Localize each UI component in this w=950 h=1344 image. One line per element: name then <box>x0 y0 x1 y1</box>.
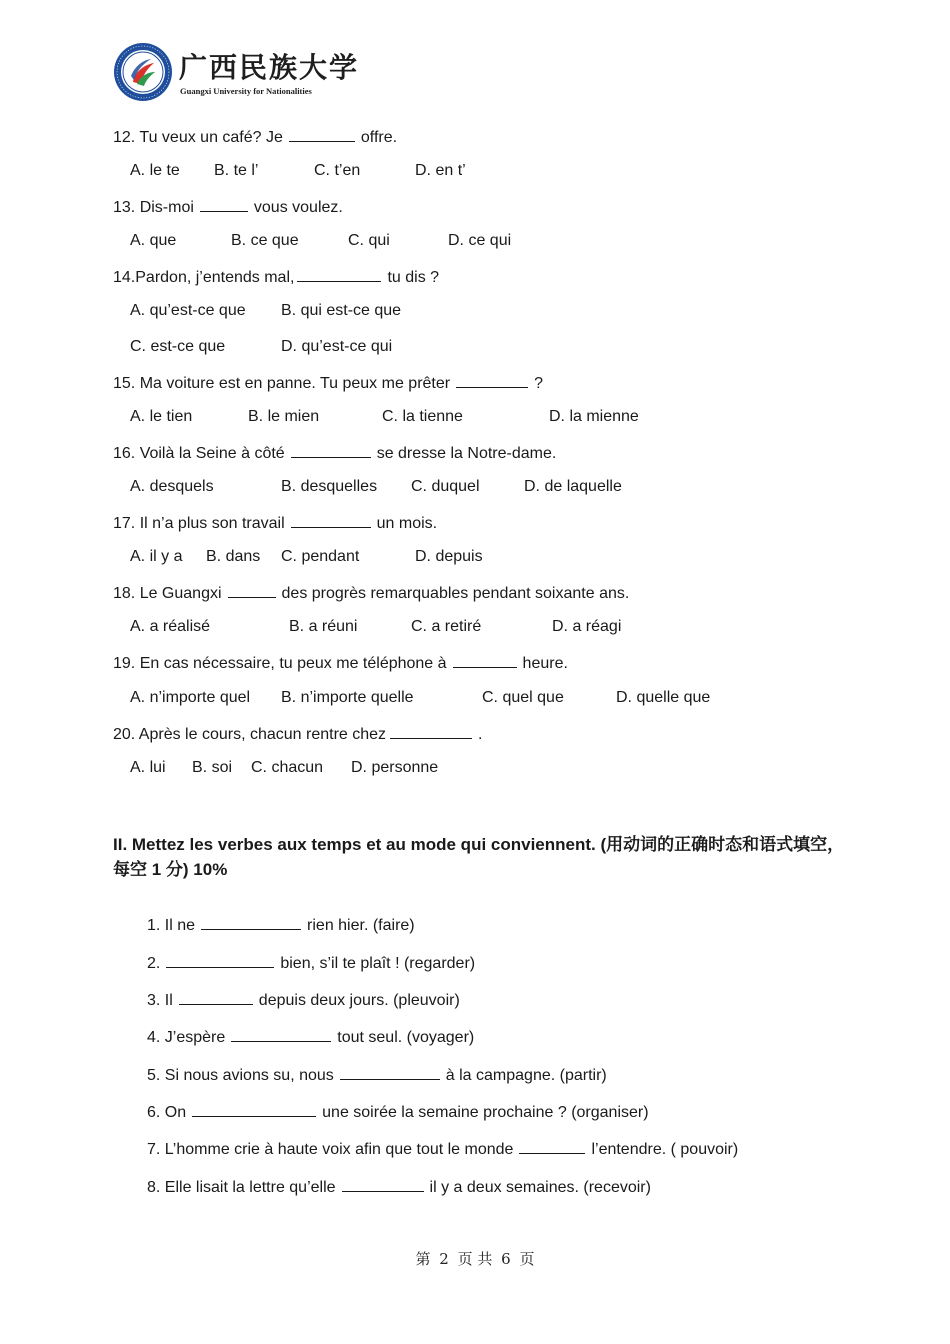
option-d[interactable]: D. a réagi <box>552 618 622 635</box>
question-16: 16. Voilà la Seine à côté se dresse la Notre-dame. <box>113 442 556 462</box>
option-b[interactable]: B. n’importe quelle <box>281 689 414 706</box>
question-15: 15. Ma voiture est en panne. Tu peux me prêter ? <box>113 372 543 392</box>
answer-blank[interactable] <box>192 1101 316 1117</box>
question-19: 19. En cas nécessaire, tu peux me téléphone à heure. <box>113 652 568 672</box>
answer-blank[interactable] <box>200 196 248 212</box>
option-b[interactable]: B. dans <box>206 548 261 565</box>
option-c[interactable]: C. chacun <box>251 759 324 776</box>
option-b[interactable]: B. ce que <box>231 232 299 249</box>
option-a[interactable]: A. a réalisé <box>130 618 211 635</box>
option-a[interactable]: A. qu’est-ce que <box>130 302 246 319</box>
option-a[interactable]: A. n’importe quel <box>130 689 251 706</box>
option-d[interactable]: D. la mienne <box>549 408 639 425</box>
option-b[interactable]: B. soi <box>192 759 233 776</box>
option-a[interactable]: A. il y a <box>130 548 183 565</box>
page-number: 2 <box>439 1250 449 1268</box>
option-c[interactable]: C. quel que <box>482 689 564 706</box>
question-13: 13. Dis-moi vous voulez. <box>113 196 343 216</box>
question-14: 14.Pardon, j’entends mal, tu dis ? <box>113 266 439 286</box>
option-b[interactable]: B. te l’ <box>214 162 259 179</box>
option-a[interactable]: A. le te <box>130 162 180 179</box>
page-footer: 第 2 页 共 6 页 <box>415 1250 535 1268</box>
option-a[interactable]: A. desquels <box>130 478 214 495</box>
option-c[interactable]: C. duquel <box>411 478 480 495</box>
option-a[interactable]: A. lui <box>130 759 166 776</box>
verb-item-7: 7. L’homme crie à haute voix afin que tout le monde l’entendre. ( pouvoir) <box>147 1138 738 1158</box>
answer-blank[interactable] <box>390 723 472 739</box>
answer-blank[interactable] <box>166 952 274 968</box>
option-c[interactable]: C. qui <box>348 232 390 249</box>
verb-item-4: 4. J’espère tout seul. (voyager) <box>147 1026 474 1046</box>
verb-item-3: 3. Il depuis deux jours. (pleuvoir) <box>147 989 460 1009</box>
verb-item-8: 8. Elle lisait la lettre qu’elle il y a deux semaines. (recevoir) <box>147 1176 651 1196</box>
option-d[interactable]: D. en t’ <box>415 162 466 179</box>
option-b[interactable]: B. qui est-ce que <box>281 302 402 319</box>
option-b[interactable]: B. le mien <box>248 408 320 425</box>
university-header <box>113 42 533 104</box>
answer-blank[interactable] <box>201 914 301 930</box>
option-b[interactable]: B. desquelles <box>281 478 378 495</box>
option-d[interactable]: D. de laquelle <box>524 478 622 495</box>
option-d[interactable]: D. personne <box>351 759 439 776</box>
answer-blank[interactable] <box>228 582 276 598</box>
verb-item-1: 1. Il ne rien hier. (faire) <box>147 914 415 934</box>
option-c[interactable]: C. la tienne <box>382 408 463 425</box>
option-c[interactable]: C. pendant <box>281 548 360 565</box>
university-name-cn: 广西民族大学 <box>179 51 360 84</box>
answer-blank[interactable] <box>231 1026 331 1042</box>
option-a[interactable]: A. que <box>130 232 177 249</box>
answer-blank[interactable] <box>342 1176 424 1192</box>
answer-blank[interactable] <box>291 442 371 458</box>
option-a[interactable]: A. le tien <box>130 408 193 425</box>
question-17: 17. Il n’a plus son travail un mois. <box>113 512 437 532</box>
section-2-title: II. Mettez les verbes aux temps et au mode qui conviennent. (用动词的正确时态和语式填空，每空 1 分) 10% <box>113 835 845 879</box>
answer-blank[interactable] <box>297 266 381 282</box>
option-d[interactable]: D. qu’est-ce qui <box>281 338 393 355</box>
option-d[interactable]: D. quelle que <box>616 689 711 706</box>
answer-blank[interactable] <box>340 1064 440 1080</box>
answer-blank[interactable] <box>456 372 528 388</box>
answer-blank[interactable] <box>179 989 253 1005</box>
answer-blank[interactable] <box>519 1138 585 1154</box>
verb-item-5: 5. Si nous avions su, nous à la campagne. (partir) <box>147 1064 607 1084</box>
answer-blank[interactable] <box>291 512 371 528</box>
question-20: 20. Après le cours, chacun rentre chez . <box>113 723 483 743</box>
university-name-en: Guangxi University for Nationalities <box>180 86 312 96</box>
question-18: 18. Le Guangxi des progrès remarquables pendant soixante ans. <box>113 582 629 602</box>
option-d[interactable]: D. ce qui <box>448 232 512 249</box>
page-total: 6 <box>501 1250 511 1268</box>
option-d[interactable]: D. depuis <box>415 548 483 565</box>
answer-blank[interactable] <box>289 126 355 142</box>
option-b[interactable]: B. a réuni <box>289 618 358 635</box>
option-c[interactable]: C. t’en <box>314 162 361 179</box>
option-c[interactable]: C. a retiré <box>411 618 482 635</box>
option-c[interactable]: C. est-ce que <box>130 338 226 355</box>
university-seal-icon <box>113 42 173 102</box>
question-12: 12. Tu veux un café? Je offre. <box>113 126 397 146</box>
answer-blank[interactable] <box>453 652 517 668</box>
verb-item-6: 6. On une soirée la semaine prochaine ? (organiser) <box>147 1101 649 1121</box>
verb-item-2: 2. bien, s’il te plaît ! (regarder) <box>147 952 475 972</box>
